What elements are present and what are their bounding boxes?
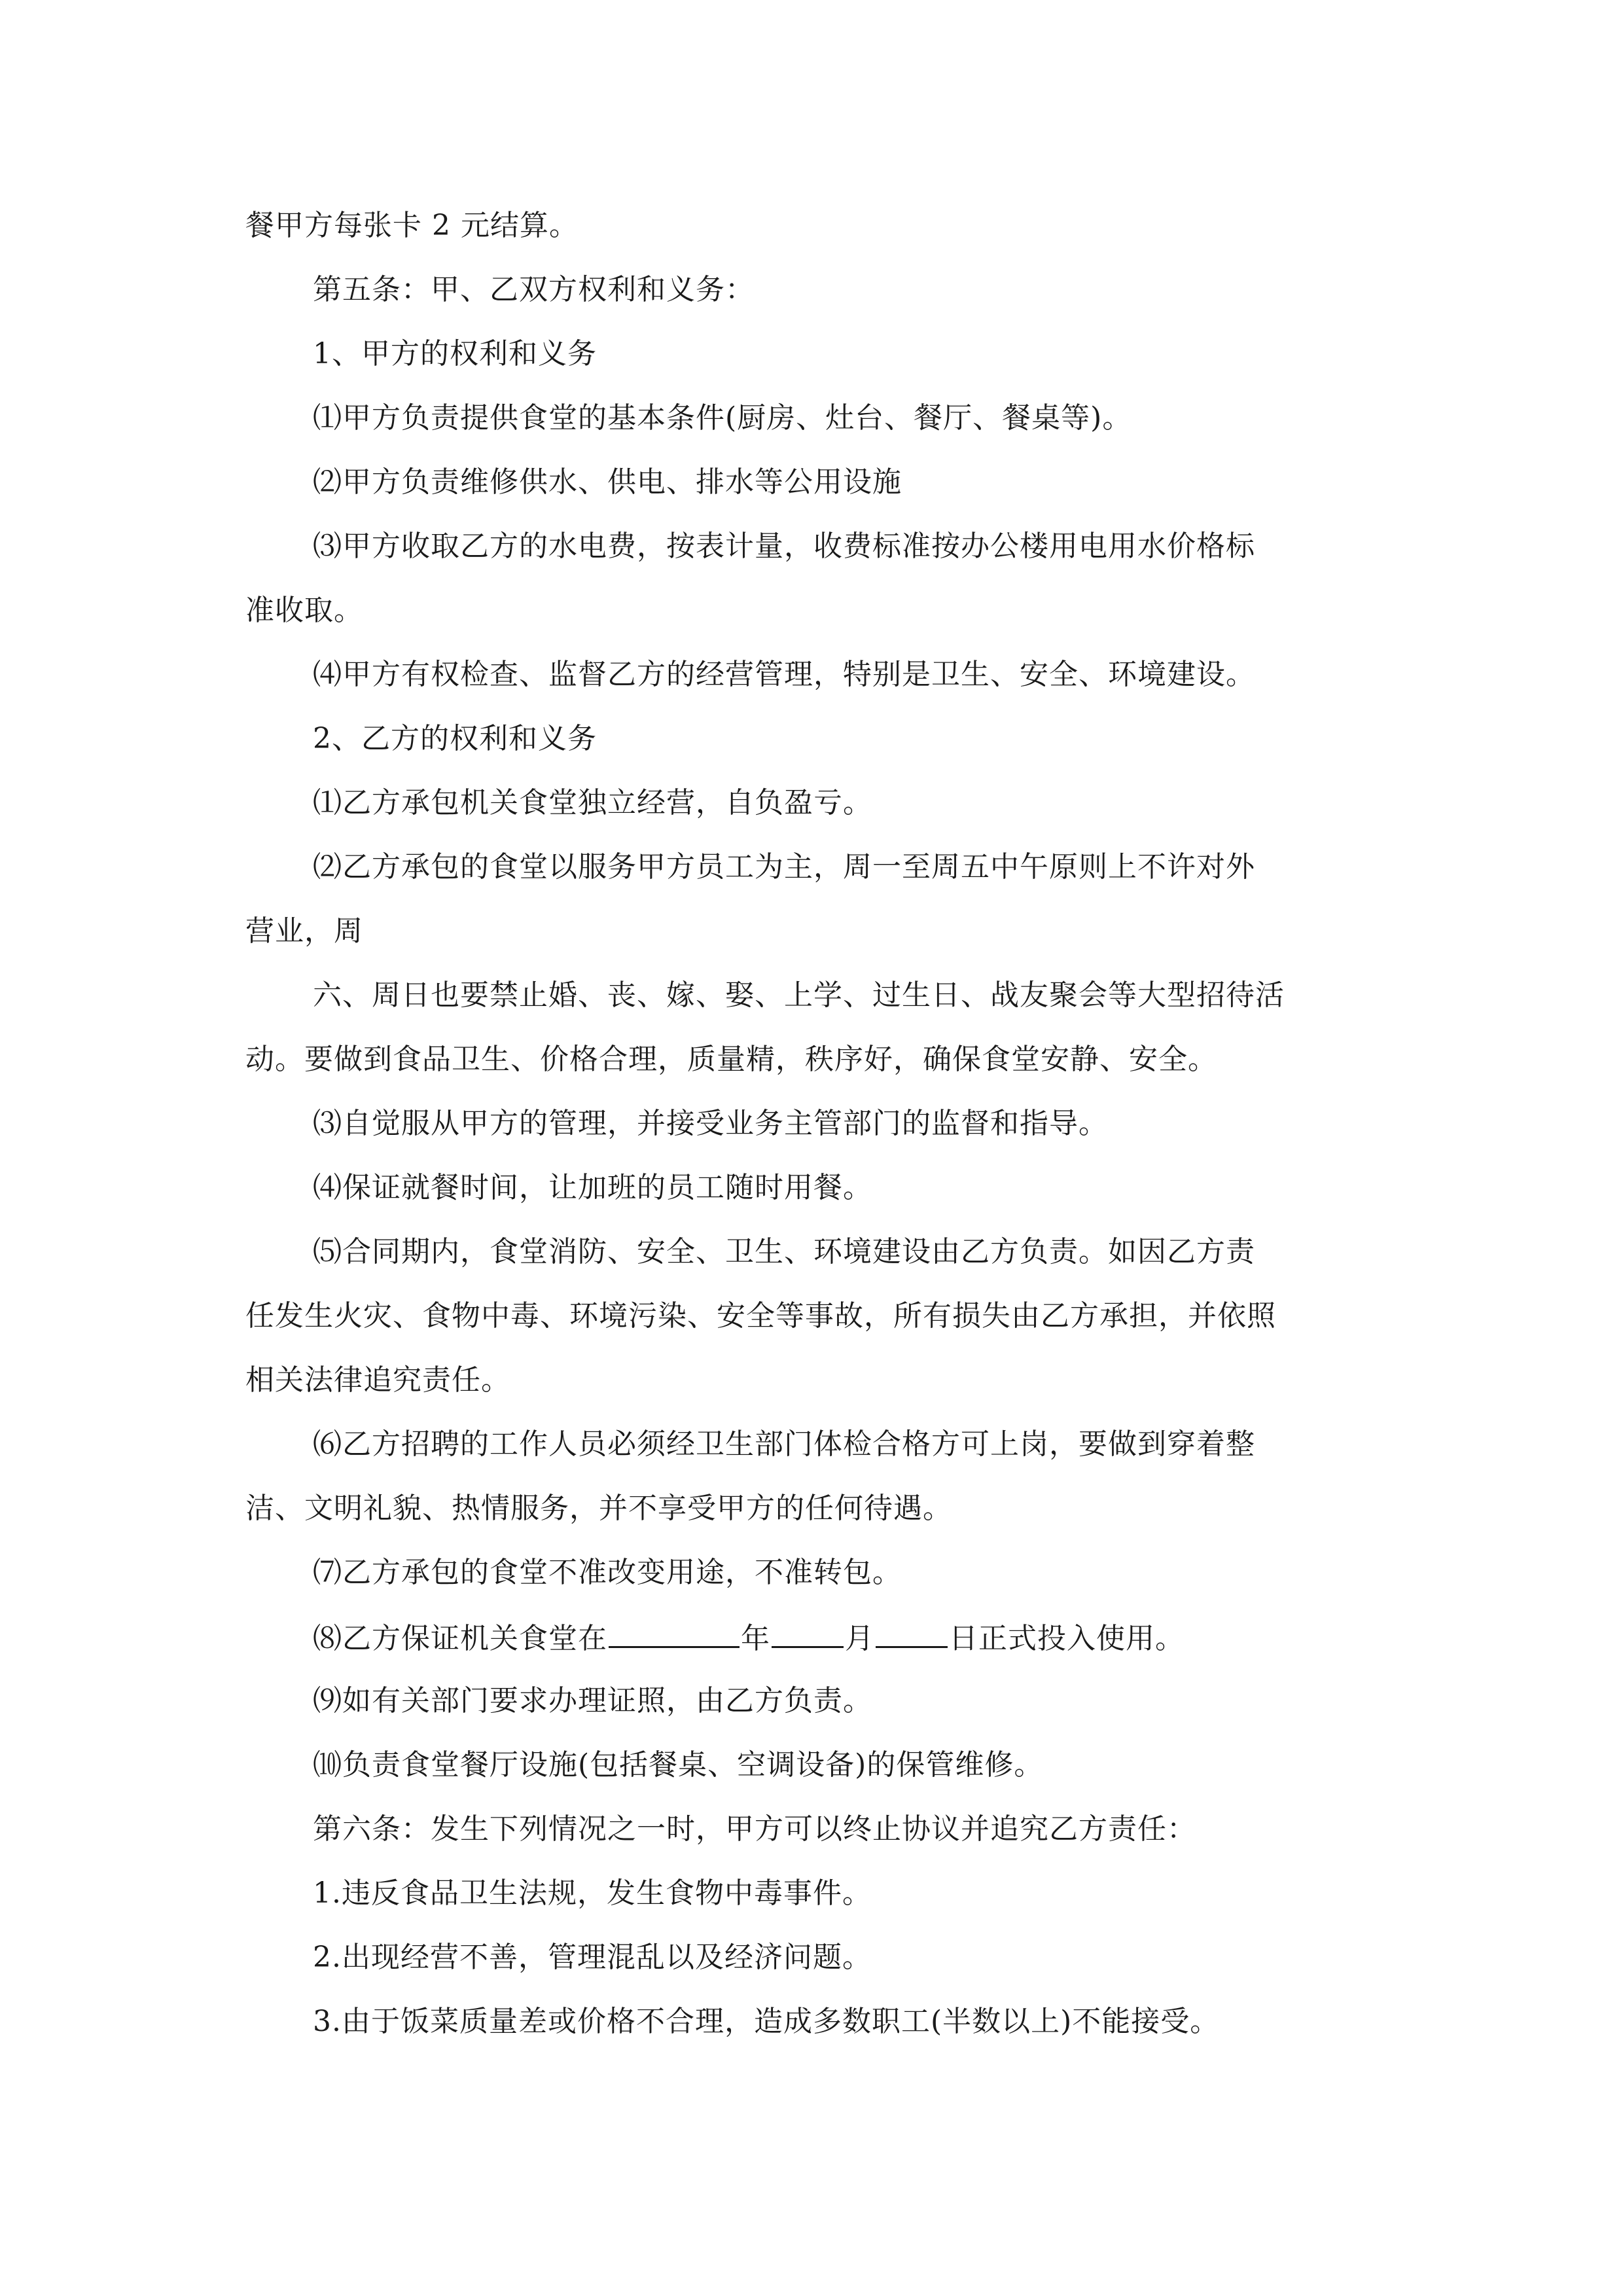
item8-year-label: 年 [741, 1622, 770, 1655]
paragraph-line: 营业，周 [245, 914, 363, 948]
list-item: ⑶甲方收取乙方的水电费，按表计量，收费标准按办公楼用电用水价格标 [313, 529, 1255, 563]
paragraph-line: 洁、文明礼貌、热情服务，并不享受甲方的任何待遇。 [245, 1492, 952, 1525]
paragraph-line: 动。要做到食品卫生、价格合理，质量精，秩序好，确保食堂安静、安全。 [245, 1043, 1217, 1076]
list-item: ⑵乙方承包的食堂以服务甲方员工为主，周一至周五中午原则上不许对外 [313, 850, 1255, 884]
section-heading: 2、乙方的权利和义务 [313, 722, 597, 755]
list-item-with-blanks [313, 1617, 1185, 1657]
list-item: ⑴乙方承包机关食堂独立经营，自负盈亏。 [313, 786, 872, 819]
paragraph-line: 相关法律追究责任。 [245, 1363, 510, 1397]
list-item: ⑷保证就餐时间，让加班的员工随时用餐。 [313, 1171, 872, 1204]
list-item: ⑹乙方招聘的工作人员必须经卫生部门体检合格方可上岗，要做到穿着整 [313, 1427, 1255, 1461]
list-item: ⑷甲方有权检查、监督乙方的经营管理，特别是卫生、安全、环境建设。 [313, 658, 1255, 691]
list-item: ⑽负责食堂餐厅设施(包括餐桌、空调设备)的保管维修。 [313, 1748, 1044, 1782]
paragraph-line: 六、周日也要禁止婚、丧、嫁、娶、上学、过生日、战友聚会等大型招待活 [313, 978, 1285, 1012]
item8-prefix: ⑻乙方保证机关食堂在 [313, 1622, 607, 1655]
list-item: 3.由于饭菜质量差或价格不合理，造成多数职工(半数以上)不能接受。 [313, 2005, 1220, 2038]
month-blank [772, 1617, 844, 1648]
item8-suffix: 日正式投入使用。 [949, 1622, 1185, 1655]
section-heading: 1、甲方的权利和义务 [313, 337, 597, 370]
paragraph-line: 任发生火灾、食物中毒、环境污染、安全等事故，所有损失由乙方承担，并依照 [245, 1299, 1276, 1333]
list-item: ⑸合同期内，食堂消防、安全、卫生、环境建设由乙方负责。如因乙方责 [313, 1235, 1255, 1268]
day-blank [876, 1617, 948, 1648]
list-item: 1.违反食品卫生法规，发生食物中毒事件。 [313, 1876, 872, 1910]
paragraph-line: 餐甲方每张卡 2 元结算。 [245, 209, 579, 242]
item8-month-label: 月 [845, 1622, 874, 1655]
list-item: ⑴甲方负责提供食堂的基本条件(厨房、灶台、餐厅、餐桌等)。 [313, 401, 1132, 435]
paragraph-line: 准收取。 [245, 594, 363, 627]
list-item: ⑺乙方承包的食堂不准改变用途，不准转包。 [313, 1556, 902, 1589]
list-item: ⑼如有关部门要求办理证照，由乙方负责。 [313, 1684, 872, 1717]
year-blank [609, 1617, 740, 1648]
list-item: ⑶自觉服从甲方的管理，并接受业务主管部门的监督和指导。 [313, 1107, 1108, 1140]
article-heading: 第六条：发生下列情况之一时，甲方可以终止协议并追究乙方责任： [313, 1812, 1196, 1846]
list-item: ⑵甲方负责维修供水、供电、排水等公用设施 [313, 465, 902, 499]
list-item: 2.出现经营不善，管理混乱以及经济问题。 [313, 1941, 872, 1974]
article-heading: 第五条：甲、乙双方权利和义务： [313, 273, 755, 306]
